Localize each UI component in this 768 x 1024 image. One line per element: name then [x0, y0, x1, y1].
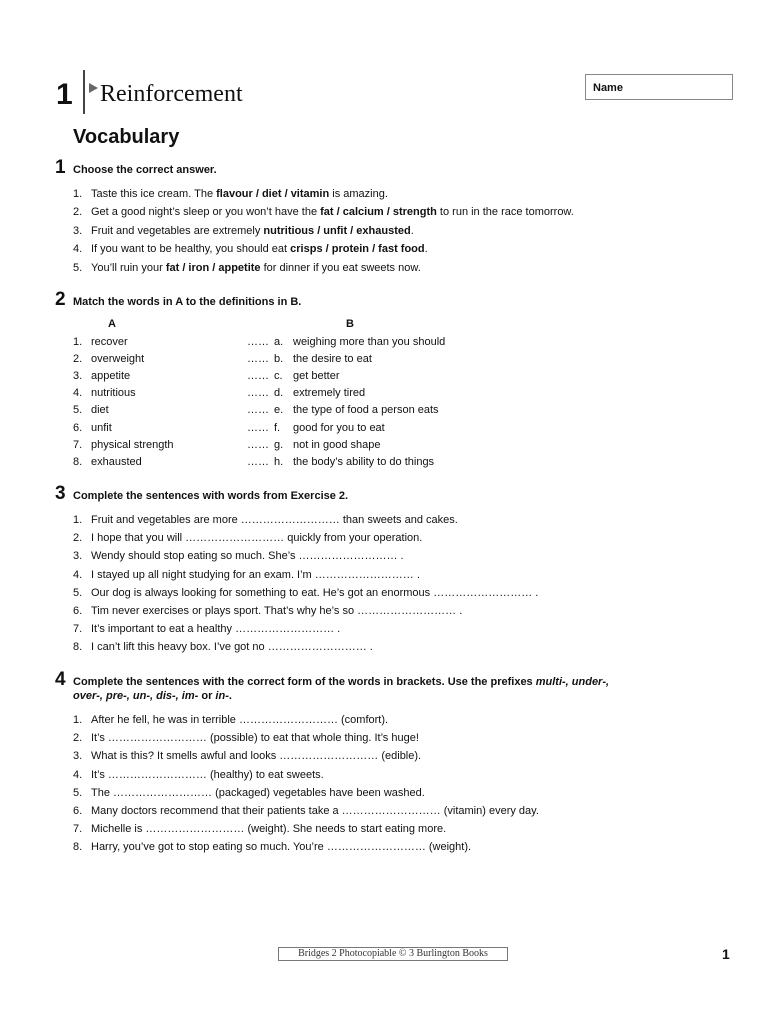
- definition-letter: b.: [274, 353, 284, 366]
- column-a-header: A: [108, 318, 116, 330]
- item-text: Wendy should stop eating so much. She’s ……………………… .: [91, 550, 404, 563]
- exercise-4-number: 4: [55, 669, 66, 690]
- row-number: 5.: [73, 404, 83, 417]
- list-item: [73, 531, 422, 545]
- exercise-4-prefixes-c: in-: [215, 690, 229, 702]
- definition-letter: g.: [274, 438, 284, 451]
- list-item: [73, 205, 574, 219]
- definition-letter: c.: [274, 370, 283, 383]
- item-text: I stayed up all night studying for an exam. I’m ……………………… .: [91, 568, 420, 581]
- list-item: [73, 568, 420, 582]
- item-number: 3.: [73, 750, 83, 763]
- definition-b: weighing more than you should: [293, 336, 446, 348]
- item-text: Our dog is always looking for something to eat. He’s got an enormous ……………………… .: [91, 586, 539, 599]
- exercise-4-instruction-text: Complete the sentences with the correct form of the words in brackets. Use the prefixes: [73, 676, 536, 688]
- item-text: It’s important to eat a healthy ……………………… .: [91, 623, 341, 636]
- list-item: [73, 513, 458, 527]
- item-number: 2.: [73, 732, 83, 745]
- table-row: [73, 438, 493, 452]
- exercise-4-prefixes-b: over-, pre-, un-, dis-, im-: [73, 690, 199, 702]
- row-number: 6.: [73, 421, 83, 434]
- section-title: Vocabulary: [73, 126, 180, 148]
- answer-options[interactable]: fat / iron / appetite: [165, 261, 261, 274]
- answer-blank[interactable]: ……: [247, 455, 269, 468]
- exercise-2-instruction: Match the words in A to the definitions in B.: [73, 296, 302, 308]
- item-number: 5.: [73, 261, 83, 274]
- item-text: You’ll ruin your: [91, 261, 166, 274]
- list-item: [73, 242, 428, 256]
- page-number: 1: [722, 946, 730, 962]
- exercise-4-or: or: [198, 690, 216, 702]
- word-a: recover: [91, 336, 128, 348]
- item-number: 6.: [73, 805, 83, 817]
- definition-letter: e.: [274, 404, 284, 417]
- item-number: 2.: [73, 206, 83, 219]
- unit-number: 1: [56, 78, 73, 111]
- unit-divider: [83, 70, 85, 114]
- item-text: Taste this ice cream. The: [91, 188, 217, 200]
- list-item: [73, 622, 340, 636]
- definition-b: the type of food a person eats: [293, 404, 439, 417]
- flag-icon: [89, 83, 98, 93]
- footer-credit: Bridges 2 Photocopiable © 3 Burlington Books: [278, 947, 508, 961]
- exercise-4-period: .: [228, 690, 232, 702]
- definition-b: good for you to eat: [293, 421, 385, 434]
- definition-b: get better: [293, 370, 340, 383]
- column-b-header: B: [346, 318, 354, 330]
- item-text: What is this? It smells awful and looks ……………………… (edible).: [91, 750, 422, 763]
- list-item: [73, 786, 425, 800]
- item-text: After he fell, he was in terrible ……………………… (comfort).: [91, 714, 389, 726]
- definition-letter: a.: [274, 336, 284, 348]
- list-item: [73, 224, 414, 238]
- item-text: Tim never exercises or plays sport. That’s why he’s so ……………………… .: [91, 605, 463, 617]
- definition-letter: f.: [274, 421, 281, 434]
- item-number: 7.: [73, 823, 83, 836]
- item-text: .: [424, 243, 428, 256]
- item-text: Many doctors recommend that their patients take a ……………………… (vitamin) every day.: [91, 805, 539, 817]
- exercise-1-instruction: Choose the correct answer.: [73, 164, 217, 176]
- table-row: [73, 403, 493, 417]
- exercise-4-prefixes-a: multi-, under-,: [535, 676, 610, 688]
- answer-blank[interactable]: ……: [247, 353, 269, 366]
- answer-options[interactable]: nutritious / unfit / exhausted: [263, 224, 411, 237]
- table-row: [73, 455, 493, 469]
- table-row: [73, 369, 493, 383]
- answer-options[interactable]: fat / calcium / strength: [320, 206, 437, 219]
- item-text: is amazing.: [329, 188, 388, 200]
- list-item: [73, 804, 539, 818]
- item-text: I hope that you will ……………………… quickly from your operation.: [91, 532, 423, 545]
- item-text: I can’t lift this heavy box. I’ve got no ……………………… .: [91, 641, 373, 654]
- word-a: exhausted: [91, 455, 142, 468]
- answer-blank[interactable]: ……: [247, 387, 269, 400]
- answer-blank[interactable]: ……: [247, 438, 269, 451]
- word-a: diet: [91, 404, 109, 417]
- row-number: 4.: [73, 387, 83, 400]
- unit-title: Reinforcement: [100, 81, 243, 107]
- item-number: 1.: [73, 188, 83, 200]
- list-item: [73, 261, 421, 275]
- exercise-3-number: 3: [55, 483, 66, 504]
- definition-b: the desire to eat: [293, 353, 372, 366]
- exercise-2-number: 2: [55, 289, 66, 310]
- item-text: to run in the race tomorrow.: [436, 206, 574, 219]
- answer-blank[interactable]: ……: [247, 404, 269, 417]
- row-number: 1.: [73, 336, 83, 348]
- definition-b: not in good shape: [293, 438, 381, 451]
- item-number: 3.: [73, 550, 83, 563]
- item-number: 5.: [73, 786, 83, 799]
- definition-b: the body’s ability to do things: [293, 455, 435, 468]
- item-number: 3.: [73, 224, 83, 237]
- item-text: Fruit and vegetables are more ……………………… than sweets and cakes.: [91, 514, 458, 526]
- item-number: 4.: [73, 568, 83, 581]
- answer-blank[interactable]: ……: [247, 421, 269, 434]
- item-text: for dinner if you eat sweets now.: [260, 261, 421, 274]
- exercise-1-number: 1: [55, 157, 66, 178]
- item-number: 5.: [73, 586, 83, 599]
- list-item: [73, 549, 404, 563]
- word-a: overweight: [91, 353, 145, 366]
- answer-blank[interactable]: ……: [247, 370, 269, 383]
- list-item: [73, 768, 324, 782]
- item-number: 1.: [73, 714, 83, 726]
- item-number: 2.: [73, 532, 83, 545]
- table-row: [73, 421, 493, 435]
- definition-letter: d.: [274, 387, 284, 400]
- item-text: .: [410, 224, 414, 237]
- list-item: [73, 822, 446, 836]
- table-row: [73, 335, 493, 349]
- list-item: [73, 749, 421, 763]
- definition-b: extremely tired: [293, 387, 366, 400]
- word-a: physical strength: [91, 438, 174, 451]
- exercise-3-instruction: Complete the sentences with words from Exercise 2.: [73, 490, 349, 502]
- item-text: It’s ……………………… (healthy) to eat sweets.: [91, 768, 324, 781]
- item-number: 8.: [73, 641, 83, 654]
- item-number: 1.: [73, 514, 83, 526]
- list-item: [73, 640, 373, 654]
- word-a: nutritious: [91, 387, 136, 400]
- item-number: 8.: [73, 841, 83, 854]
- row-number: 8.: [73, 455, 83, 468]
- item-text: If you want to be healthy, you should eat: [91, 243, 291, 256]
- table-row: [73, 386, 493, 400]
- row-number: 2.: [73, 353, 83, 366]
- item-text: It’s ……………………… (possible) to eat that whole thing. It’s huge!: [91, 732, 419, 745]
- row-number: 7.: [73, 438, 83, 451]
- item-text: The ……………………… (packaged) vegetables have been washed.: [91, 786, 425, 799]
- name-label: Name: [593, 82, 623, 94]
- answer-options[interactable]: flavour / diet / vitamin: [216, 188, 330, 200]
- list-item: [73, 713, 388, 727]
- item-text: Harry, you’ve got to stop eating so much. You’re ……………………… (weight).: [91, 841, 472, 854]
- item-number: 6.: [73, 605, 83, 617]
- item-number: 7.: [73, 623, 83, 636]
- table-row: [73, 352, 493, 366]
- definition-letter: h.: [274, 455, 284, 468]
- list-item: [73, 731, 419, 745]
- row-number: 3.: [73, 370, 83, 383]
- item-number: 4.: [73, 768, 83, 781]
- list-item: [73, 840, 471, 854]
- item-number: 4.: [73, 243, 83, 256]
- item-text: Get a good night’s sleep or you won’t have the: [91, 206, 321, 219]
- answer-blank[interactable]: ……: [247, 336, 269, 348]
- list-item: [73, 187, 388, 201]
- answer-options[interactable]: crisps / protein / fast food: [290, 243, 425, 256]
- item-text: Michelle is ……………………… (weight). She needs to start eating more.: [91, 823, 447, 836]
- name-field[interactable]: [585, 74, 733, 100]
- exercise-4-instruction: [73, 675, 713, 703]
- word-a: unfit: [91, 421, 112, 434]
- item-text: Fruit and vegetables are extremely: [91, 224, 264, 237]
- list-item: [73, 604, 462, 618]
- word-a: appetite: [91, 370, 131, 383]
- list-item: [73, 586, 538, 600]
